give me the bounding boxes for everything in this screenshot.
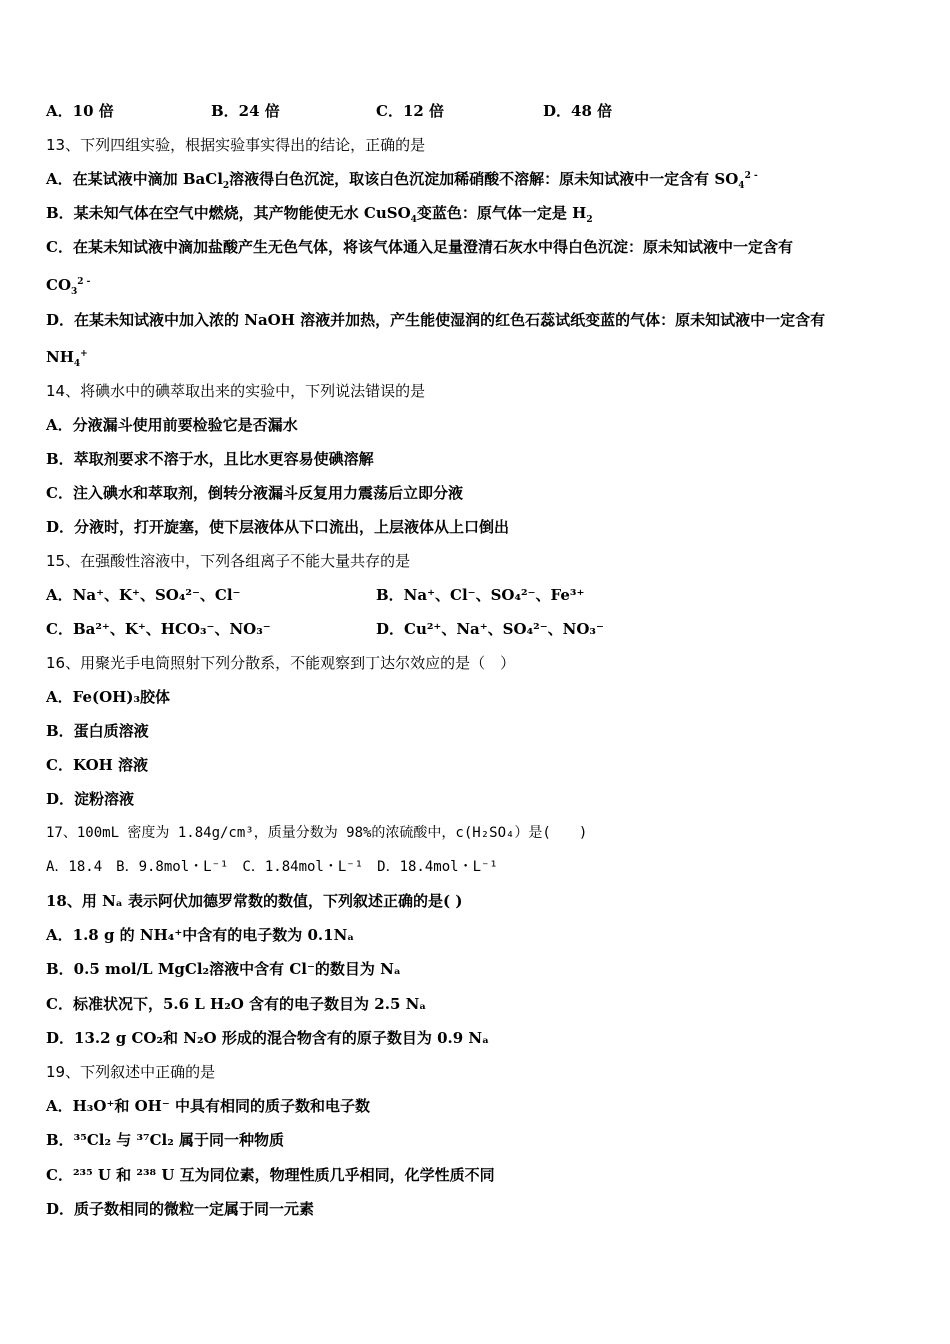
q12-option-a: A．10 倍 — [46, 102, 114, 120]
q19-option-b: B．³⁵Cl₂ 与 ³⁷Cl₂ 属于同一种物质 — [46, 1131, 285, 1149]
q13-option-d: D．在某未知试液中加入浓的 NaOH 溶液并加热，产生能使湿润的红色石蕊试纸变蓝的气体：原未知试液中一定含有 — [46, 311, 826, 329]
q14-stem: 14、将碘水中的碘萃取出来的实验中，下列说法错误的是 — [46, 382, 426, 400]
q12-option-b: B．24 倍 — [211, 102, 280, 120]
q13-option-a: A．在某试液中滴加 BaCl$_2$溶液得白色沉淀，取该白色沉淀加稀硝酸不溶解：原未知试液中一定含有 $SO_4^{2 -}$ — [46, 170, 758, 191]
q14-option-d: D．分液时，打开旋塞，使下层液体从下口流出，上层液体从上口倒出 — [46, 518, 510, 536]
q18-option-d: D．13.2 g CO₂和 N₂O 形成的混合物含有的原子数目为 0.9 Nₐ — [46, 1029, 490, 1047]
q16-option-a: A．Fe(OH)₃胶体 — [46, 688, 171, 706]
q12-option-d: D．48 倍 — [543, 102, 613, 120]
q17-stem: 17、100mL 密度为 1.84g/cm³，质量分数为 98%的浓硫酸中，c(H₂SO₄）是( ) — [46, 825, 588, 841]
q19-stem: 19、下列叙述中正确的是 — [46, 1063, 216, 1081]
q13-option-c-cont: $CO_3^{2 -}$ — [46, 276, 91, 297]
q18-option-a: A．1.8 g 的 NH₄⁺中含有的电子数为 0.1Nₐ — [46, 926, 355, 944]
q19-option-c: C．²³⁵ U 和 ²³⁸ U 互为同位素，物理性质几乎相同，化学性质不同 — [46, 1166, 495, 1184]
q13-option-d-cont: $NH_4^+$ — [46, 348, 88, 369]
q13-option-b: B．某未知气体在空气中燃烧，其产物能使无水 CuSO$_4$变蓝色：原气体一定是 $H_2$ — [46, 204, 593, 225]
q15-option-d: D．Cu²⁺、Na⁺、SO₄²⁻、NO₃⁻ — [376, 620, 604, 638]
q18-option-c: C．标准状况下，5.6 L H₂O 含有的电子数目为 2.5 Nₐ — [46, 995, 427, 1013]
q17-options: A．18.4 B．9.8mol・L⁻¹ C．1.84mol・L⁻¹ D．18.4mol・L⁻¹ — [46, 859, 498, 875]
q16-option-b: B．蛋白质溶液 — [46, 722, 149, 740]
q16-option-d: D．淀粉溶液 — [46, 790, 135, 808]
q16-option-c: C．KOH 溶液 — [46, 756, 149, 774]
q12-option-c: C．12 倍 — [376, 102, 445, 120]
q18-option-b: B．0.5 mol/L MgCl₂溶液中含有 Cl⁻的数目为 Nₐ — [46, 960, 401, 978]
q15-row-1 — [46, 585, 585, 605]
q15-option-b: B．Na⁺、Cl⁻、SO₄²⁻、Fe³⁺ — [376, 586, 585, 604]
q14-option-a: A．分液漏斗使用前要检验它是否漏水 — [46, 416, 298, 434]
q19-option-d: D．质子数相同的微粒一定属于同一元素 — [46, 1200, 315, 1218]
q14-option-b: B．萃取剂要求不溶于水，且比水更容易使碘溶解 — [46, 450, 374, 468]
q14-option-c: C．注入碘水和萃取剂，倒转分液漏斗反复用力震荡后立即分液 — [46, 484, 463, 502]
q15-stem: 15、在强酸性溶液中，下列各组离子不能大量共存的是 — [46, 552, 411, 570]
q19-option-a: A．H₃O⁺和 OH⁻ 中具有相同的质子数和电子数 — [46, 1097, 370, 1115]
q12-options — [46, 101, 613, 121]
q13-stem: 13、下列四组实验，根据实验事实得出的结论，正确的是 — [46, 136, 426, 154]
q15-row-2 — [46, 619, 604, 639]
q16-stem: 16、用聚光手电筒照射下列分散系，不能观察到丁达尔效应的是（ ） — [46, 654, 516, 672]
q18-stem: 18、用 Nₐ 表示阿伏加德罗常数的数值，下列叙述正确的是( ) — [46, 892, 463, 910]
q13-option-c: C．在某未知试液中滴加盐酸产生无色气体，将该气体通入足量澄清石灰水中得白色沉淀：原未知试液中一定含有 — [46, 238, 793, 256]
q15-option-a: A．Na⁺、K⁺、SO₄²⁻、Cl⁻ — [46, 586, 241, 604]
q15-option-c: C．Ba²⁺、K⁺、HCO₃⁻、NO₃⁻ — [46, 620, 271, 638]
